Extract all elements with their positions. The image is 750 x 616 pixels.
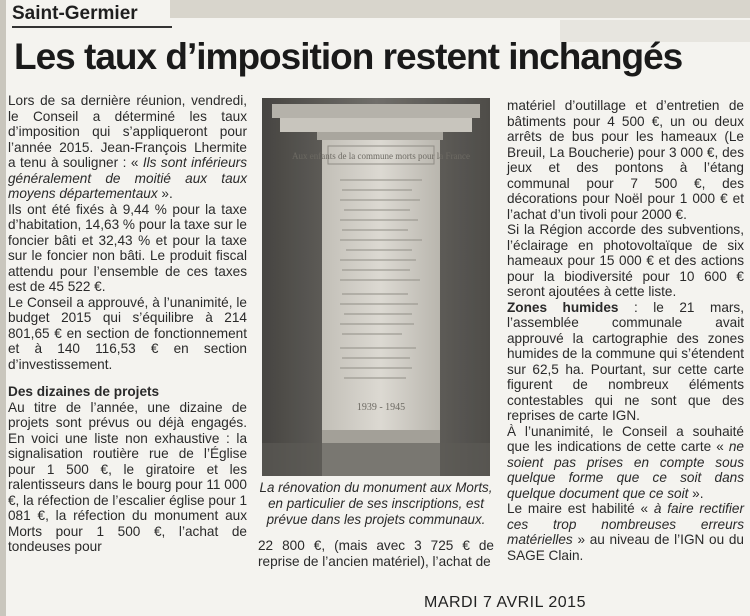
mayor-quote: Ils sont inférieurs généralement de moitié aux taux moyens départementaux — [8, 155, 247, 201]
torn-paper-top — [170, 0, 750, 18]
paragraph-equipment: matériel d’outillage et d’entretien de bâtiments pour 4 500 €, un ou deux arrêts de bus pour les hameaux (Le Breuil, La Boucherie) pour 3 000 €, des jeux et des pontons à l’étang communal pour 7 500 €, des décorations pour Noël pour 1 000 € et l’achat d’un tivoli pour 2000 €. — [507, 98, 744, 222]
mayor-close: » au niveau de l’IGN ou du SAGE Clain. — [507, 532, 744, 563]
subheading-projects: Des dizaines de projets — [8, 384, 160, 399]
paragraph-wetlands — [507, 300, 744, 424]
page-edge-shadow — [0, 0, 6, 616]
photo-caption: La rénovation du monument aux Morts, en particulier de ses inscriptions, est prévue dans les projets communaux. — [259, 480, 493, 527]
unanimity-close: ». — [688, 485, 704, 501]
paragraph-mayor — [507, 501, 744, 563]
inscription-title: Aux enfants de la commune morts pour la France — [292, 151, 470, 161]
column-3 — [507, 98, 744, 563]
unanimity-quote: ne soient pas prises en compte sous quelque forme que ce soit dans quelque document que ce soit — [507, 439, 744, 501]
monument-photo — [262, 98, 490, 476]
location-kicker: Saint-Germier — [12, 3, 138, 24]
paragraph-tax-rates: Ils ont été fixés à 9,44 % pour la taxe d’habitation, 14,63 % pour la taxe sur le foncier bâti et 32,43 % et pour la taxe sur le foncier non bâti. Le produit fiscal attendu pour l’ensemble de ces taxes est de 45 522 €. — [8, 201, 247, 294]
date-plate: 1939 - 1945 — [356, 402, 406, 413]
publication-date: MARDI 7 AVRIL 2015 — [424, 594, 586, 611]
paragraph-unanimity — [507, 424, 744, 502]
mayor-quote-2: à faire rectifier ces trop nombreuses erreurs matérielles — [507, 501, 744, 547]
column-2-continuation: 22 800 €, (mais avec 3 725 € de reprise de l’ancien matériel), l’achat de — [258, 538, 494, 569]
paragraph-budget: Le Conseil a approuvé, à l’unanimité, le budget 2015 qui s’équilibre à 214 801,65 € en section de fonctionnement et à 140 116,53 € en section d’investissement. — [8, 294, 247, 372]
quote-close: ». — [157, 186, 173, 201]
unanimity-text: À l’unanimité, le Conseil a souhaité que les indications de cette carte « — [507, 423, 744, 454]
paragraph-projects: Au titre de l’année, une dizaine de projets sont prévus ou déjà engagés. En voici une liste non exhaustive : la signalisation routière rue de l’Église pour 1 500 €, le giratoire et les ralentisseurs dans le bourg pour 11 000 €, la réfection de l’escalier église pour 1 081 €, la réfection du monument aux Morts pour 1 500 €, l’achat de tondeuses pour — [8, 399, 247, 554]
monument-illustration — [262, 98, 490, 476]
intro-text: Lors de sa dernière réunion, vendredi, le Conseil a déterminé les taux d’imposition qui s’appliqueront pour l’année 2015. Jean-François Lhermite a tenu à souligner : « — [8, 93, 247, 170]
article-headline: Les taux d’imposition restent inchangés — [14, 36, 683, 77]
mayor-text: Le maire est habilité « — [507, 501, 654, 516]
wetlands-text: : le 21 mars, l’assemblée communale avait approuvé la cartographie des zones humides de la commune qui s’étendent sur 62,5 ha. Pourtant, sur cette carte figurent de nombreux éléments contestables qui ne sont que des reprises de carte IGN. — [507, 299, 744, 423]
column-1 — [8, 93, 247, 555]
wetlands-lead: Zones humides — [507, 299, 619, 315]
paragraph-region: Si la Région accorde des subventions, l’éclairage en photovoltaïque de six hameaux pour 15 000 € et des actions pour la biodiversité pour 10 600 € seront ajoutées à cette liste. — [507, 222, 744, 299]
kicker-rule — [12, 26, 172, 28]
paragraph-intro — [8, 93, 247, 202]
